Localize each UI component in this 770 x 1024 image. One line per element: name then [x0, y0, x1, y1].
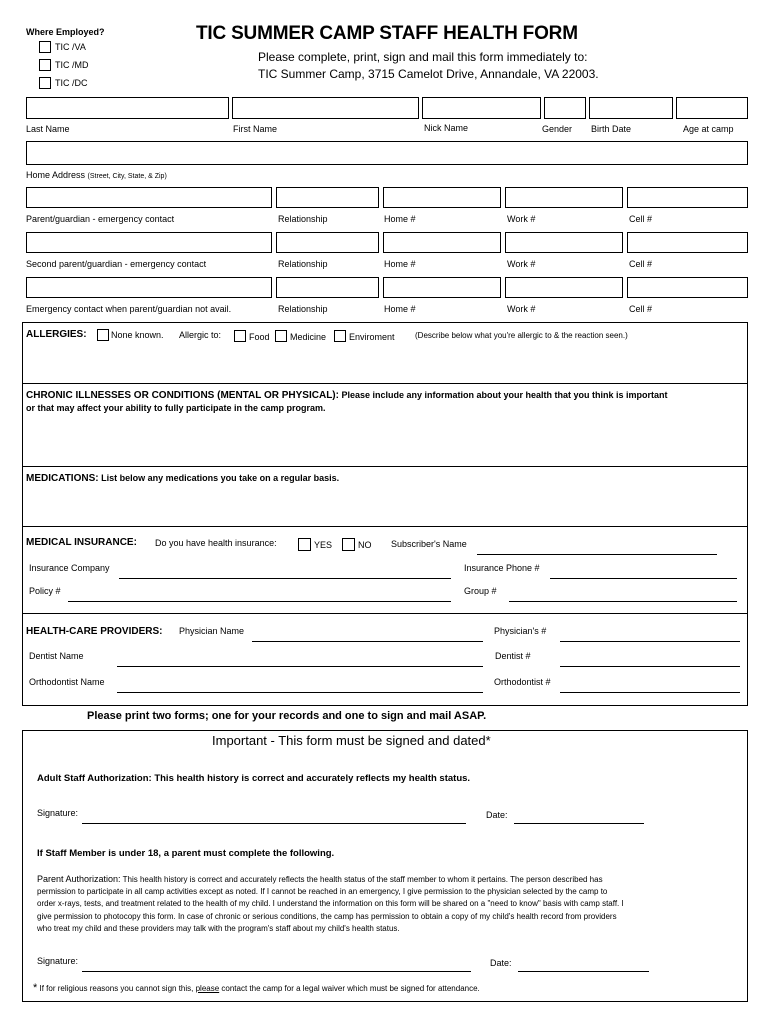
signature-line[interactable]: [82, 823, 466, 824]
footnote-please: please: [195, 984, 220, 993]
divider-chronic: [22, 383, 748, 384]
home-address-text: Home Address: [26, 170, 86, 180]
group-line[interactable]: [509, 601, 737, 602]
contact-1-home-field[interactable]: [383, 187, 501, 208]
contact-3-work-field[interactable]: [505, 277, 623, 298]
dentist-name-line[interactable]: [117, 666, 483, 667]
date-line[interactable]: [514, 823, 644, 824]
birth-date-field[interactable]: [589, 97, 673, 119]
insurance-company-line[interactable]: [119, 578, 451, 579]
tic-va-checkbox[interactable]: [39, 41, 51, 53]
date-label: Date:: [486, 810, 508, 820]
insurance-title: MEDICAL INSURANCE:: [26, 537, 137, 548]
tic-va-label: TIC /VA: [55, 42, 86, 52]
chronic-text-1: Please include any information about your health that you think is important: [341, 390, 668, 400]
dentist-name-label: Dentist Name: [29, 651, 84, 661]
allergic-to-label: Allergic to:: [179, 330, 222, 340]
nick-name-field[interactable]: [422, 97, 541, 119]
parent-date-line[interactable]: [518, 971, 649, 972]
allergy-food-label: Food: [249, 332, 270, 342]
parent-authorization-line-1: This health history is correct and accurately reflects the health status of the staff member to whom it pertains. The person described has: [122, 875, 603, 884]
providers-title: HEALTH-CARE PROVIDERS:: [26, 626, 163, 637]
age-label: Age at camp: [683, 124, 734, 134]
allergy-food-checkbox[interactable]: [234, 330, 246, 342]
insurance-no-checkbox[interactable]: [342, 538, 355, 551]
last-name-label: Last Name: [26, 124, 70, 134]
allergies-none-label: None known.: [111, 330, 164, 340]
contact-3-name-field[interactable]: [26, 277, 272, 298]
allergy-medicine-checkbox[interactable]: [275, 330, 287, 342]
contact-2-home-field[interactable]: [383, 232, 501, 253]
chronic-title: CHRONIC ILLNESSES OR CONDITIONS (MENTAL OR PHYSICAL):: [26, 390, 339, 401]
dentist-number-label: Dentist #: [495, 651, 531, 661]
parent-signature-label: Signature:: [37, 956, 79, 966]
policy-line[interactable]: [68, 601, 451, 602]
contact-2-work-label: Work #: [507, 259, 536, 269]
chronic-section-text: [26, 389, 744, 415]
insurance-phone-label: Insurance Phone #: [464, 563, 540, 573]
contact-2-cell-label: Cell #: [629, 259, 653, 269]
parent-authorization-line-2: permission to participate in all camp activities except as noted. If I cannot be reached in an emergency, I give permission to the physician selected by the camp to: [37, 887, 608, 897]
health-info-block: [22, 322, 748, 706]
tic-md-label: TIC /MD: [55, 60, 89, 70]
contact-2-cell-field[interactable]: [627, 232, 748, 253]
insurance-phone-line[interactable]: [550, 578, 737, 579]
print-note: Please print two forms; one for your records and one to sign and mail ASAP.: [87, 710, 487, 722]
physician-number-line[interactable]: [560, 641, 740, 642]
physician-name-line[interactable]: [252, 641, 483, 642]
mailing-address: TIC Summer Camp, 3715 Camelot Drive, Annandale, VA 22003.: [258, 67, 599, 81]
contact-2-home-label: Home #: [384, 259, 416, 269]
footnote-text-a: If for religious reasons you cannot sign this,: [37, 984, 196, 993]
contact-1-relationship-label: Relationship: [278, 214, 328, 224]
dentist-number-line[interactable]: [560, 666, 740, 667]
nick-name-label: Nick Name: [424, 123, 469, 133]
medications-title: MEDICATIONS:: [26, 473, 99, 484]
parent-authorization: [37, 873, 742, 935]
contact-2-relationship-field[interactable]: [276, 232, 379, 253]
contact-3-home-field[interactable]: [383, 277, 501, 298]
divider-insurance: [22, 526, 748, 527]
orthodontist-number-label: Orthodontist #: [494, 677, 551, 687]
parent-signature-line[interactable]: [82, 971, 471, 972]
contact-2-name-field[interactable]: [26, 232, 272, 253]
authorization-block: [22, 730, 748, 1002]
contact-2-name-label: Second parent/guardian - emergency contact: [26, 259, 207, 269]
divider-medications: [22, 466, 748, 467]
contact-1-name-label: Parent/guardian - emergency contact: [26, 214, 175, 224]
parent-authorization-line-5: who treat my child and these providers may talk with the program's staff about my child's health status.: [37, 923, 400, 933]
divider-providers: [22, 613, 748, 614]
last-name-field[interactable]: [26, 97, 229, 119]
allergy-medicine-label: Medicine: [290, 332, 327, 342]
gender-label: Gender: [542, 124, 573, 134]
subscriber-name-label: Subscriber's Name: [391, 539, 467, 549]
contact-1-work-field[interactable]: [505, 187, 623, 208]
form-title: TIC SUMMER CAMP STAFF HEALTH FORM: [196, 23, 578, 44]
where-employed-label: Where Employed?: [26, 27, 105, 37]
footnote-asterisk: *: [33, 982, 38, 994]
subscriber-name-line[interactable]: [477, 554, 717, 555]
important-heading: Important - This form must be signed and dated*: [212, 733, 491, 748]
parent-date-label: Date:: [490, 958, 512, 968]
allergies-none-checkbox[interactable]: [97, 329, 109, 341]
contact-1-home-label: Home #: [384, 214, 416, 224]
contact-1-cell-label: Cell #: [629, 214, 653, 224]
under-18-heading: If Staff Member is under 18, a parent must complete the following.: [37, 848, 335, 859]
first-name-label: First Name: [233, 124, 278, 134]
contact-1-relationship-field[interactable]: [276, 187, 379, 208]
contact-3-cell-field[interactable]: [627, 277, 748, 298]
parent-authorization-title: Parent Authorization:: [37, 874, 121, 884]
tic-dc-checkbox[interactable]: [39, 77, 51, 89]
footnote-text-b: contact the camp for a legal waiver which must be signed for attendance.: [219, 984, 480, 993]
insurance-no-label: NO: [358, 540, 372, 550]
contact-3-name-label: Emergency contact when parent/guardian not avail.: [26, 304, 232, 314]
insurance-yes-checkbox[interactable]: [298, 538, 311, 551]
contact-3-cell-label: Cell #: [629, 304, 653, 314]
contact-2-work-field[interactable]: [505, 232, 623, 253]
adult-authorization: Adult Staff Authorization: This health history is correct and accurately reflects my health status.: [37, 773, 471, 784]
tic-md-checkbox[interactable]: [39, 59, 51, 71]
contact-1-cell-field[interactable]: [627, 187, 748, 208]
allergies-title: ALLERGIES:: [26, 329, 87, 340]
allergy-environment-checkbox[interactable]: [334, 330, 346, 342]
orthodontist-name-line[interactable]: [117, 692, 483, 693]
insurance-company-label: Insurance Company: [29, 563, 110, 573]
contact-3-relationship-field[interactable]: [276, 277, 379, 298]
first-name-field[interactable]: [232, 97, 419, 119]
tic-dc-label: TIC /DC: [55, 78, 88, 88]
footnote: [33, 982, 480, 994]
physician-number-label: Physician's #: [494, 626, 547, 636]
policy-label: Policy #: [29, 586, 61, 596]
home-address-hint: (Street, City, State, & Zip): [87, 173, 167, 180]
signature-label: Signature:: [37, 808, 79, 818]
instructions-line-1: Please complete, print, sign and mail this form immediately to:: [258, 50, 588, 64]
parent-authorization-line-3: order x-rays, tests, and treatment related to the health of my child. I understand the information on this form will be shared on a "need to know" basis with camp staff. I: [37, 899, 624, 909]
physician-name-label: Physician Name: [179, 626, 245, 636]
contact-3-relationship-label: Relationship: [278, 304, 328, 314]
contact-3-work-label: Work #: [507, 304, 536, 314]
allergy-environment-label: Enviroment: [349, 332, 395, 342]
contact-1-name-field[interactable]: [26, 187, 272, 208]
home-address-label: [26, 170, 167, 180]
contact-1-work-label: Work #: [507, 214, 536, 224]
insurance-yes-label: YES: [314, 540, 333, 550]
group-label: Group #: [464, 586, 497, 596]
allergies-hint: (Describe below what you're allergic to & the reaction seen.): [415, 331, 628, 340]
age-field[interactable]: [676, 97, 748, 119]
birth-date-label: Birth Date: [591, 124, 632, 134]
insurance-question: Do you have health insurance:: [155, 538, 277, 548]
chronic-text-2: or that may affect your ability to fully participate in the camp program.: [26, 403, 326, 413]
home-address-field[interactable]: [26, 141, 748, 165]
gender-field[interactable]: [544, 97, 586, 119]
contact-2-relationship-label: Relationship: [278, 259, 328, 269]
medications-text: List below any medications you take on a regular basis.: [101, 473, 340, 483]
orthodontist-number-line[interactable]: [560, 692, 740, 693]
medications-section-text: [26, 473, 339, 484]
parent-authorization-line-4: give permission to photocopy this form. In case of chronic or serious conditions, the camp has permission to obtain a copy of my child's health record from providers: [37, 911, 617, 921]
contact-3-home-label: Home #: [384, 304, 416, 314]
orthodontist-name-label: Orthodontist Name: [29, 677, 105, 687]
